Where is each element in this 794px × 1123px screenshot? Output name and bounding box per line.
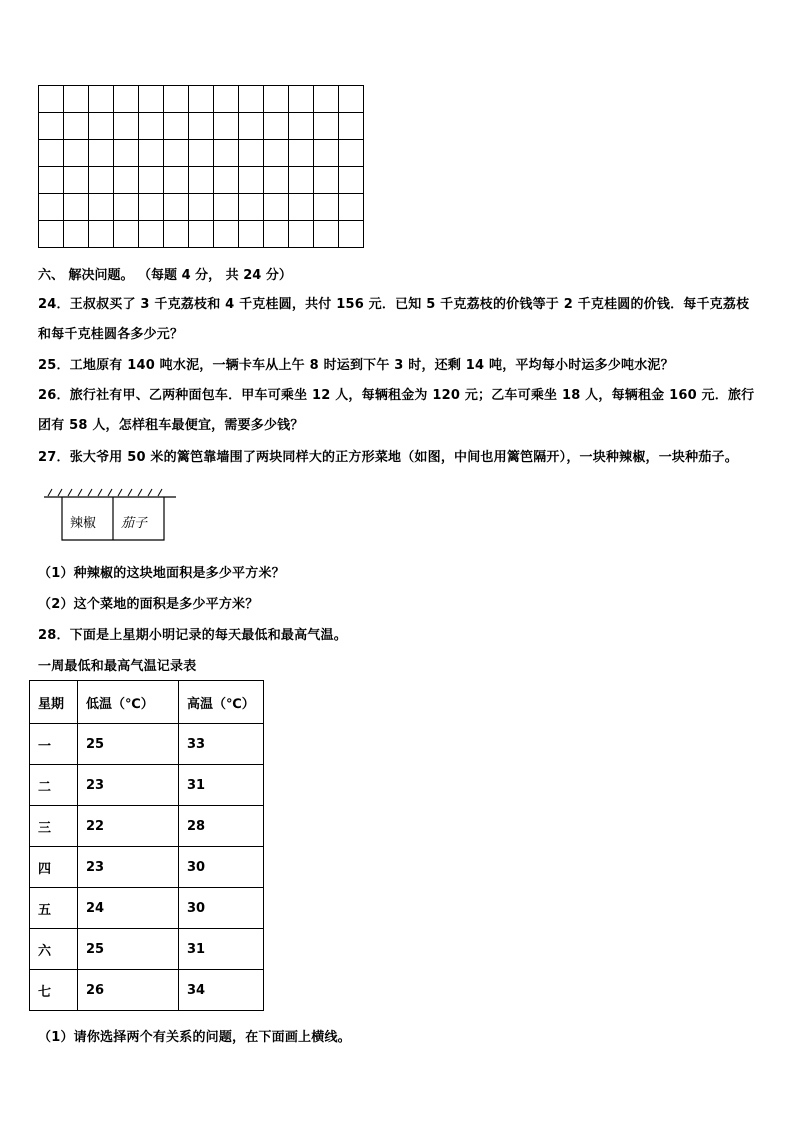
header-high-temp: 高温（℃） — [179, 681, 264, 724]
grid-cell — [339, 194, 364, 221]
grid-cell — [39, 167, 64, 194]
writing-grid — [38, 85, 364, 248]
grid-cell — [164, 194, 189, 221]
grid-cell — [314, 194, 339, 221]
grid-cell — [314, 221, 339, 248]
temperature-table — [29, 680, 264, 1011]
grid-cell — [164, 167, 189, 194]
grid-cell — [239, 86, 264, 113]
grid-cell — [64, 86, 89, 113]
high-temp-cell: 28 — [179, 806, 264, 847]
grid-cell — [64, 113, 89, 140]
grid-cell — [264, 167, 289, 194]
grid-cell — [114, 167, 139, 194]
grid-cell — [214, 86, 239, 113]
grid-cell — [39, 221, 64, 248]
weekday-cell: 五 — [30, 888, 78, 929]
grid-row — [39, 140, 364, 167]
grid-row — [39, 113, 364, 140]
grid-cell — [39, 194, 64, 221]
grid-cell — [89, 194, 114, 221]
grid-cell — [189, 221, 214, 248]
table-row — [30, 765, 264, 806]
grid-cell — [314, 113, 339, 140]
grid-cell — [239, 113, 264, 140]
low-temp-cell: 26 — [78, 970, 179, 1011]
grid-cell — [139, 140, 164, 167]
grid-cell — [114, 194, 139, 221]
grid-cell — [289, 113, 314, 140]
grid-cell — [64, 167, 89, 194]
weekday-cell: 七 — [30, 970, 78, 1011]
plot-label-eggplant: 茄子 — [121, 516, 148, 531]
grid-cell — [264, 140, 289, 167]
grid-cell — [264, 221, 289, 248]
grid-cell — [214, 194, 239, 221]
grid-cell — [264, 194, 289, 221]
grid-row — [39, 221, 364, 248]
grid-cell — [289, 194, 314, 221]
table-row — [30, 929, 264, 970]
grid-cell — [114, 113, 139, 140]
grid-cell — [114, 86, 139, 113]
question-26-line1: 26．旅行社有甲、乙两种面包车．甲车可乘坐 12 人，每辆租金为 120 元；乙车可乘坐 18 人，每辆租金 160 元．旅行 — [38, 388, 755, 403]
header-low-temp: 低温（℃） — [78, 681, 179, 724]
grid-cell — [189, 194, 214, 221]
grid-cell — [214, 140, 239, 167]
weekday-cell: 二 — [30, 765, 78, 806]
grid-cell — [289, 221, 314, 248]
grid-cell — [314, 167, 339, 194]
grid-cell — [64, 221, 89, 248]
low-temp-cell: 24 — [78, 888, 179, 929]
grid-cell — [314, 140, 339, 167]
weekday-cell: 六 — [30, 929, 78, 970]
low-temp-cell: 23 — [78, 765, 179, 806]
low-temp-cell: 23 — [78, 847, 179, 888]
grid-cell — [189, 140, 214, 167]
grid-cell — [139, 167, 164, 194]
grid-cell — [164, 86, 189, 113]
grid-cell — [189, 113, 214, 140]
question-27-sub1: （1）种辣椒的这块地面积是多少平方米？ — [38, 566, 285, 581]
weekday-cell: 一 — [30, 724, 78, 765]
grid-cell — [214, 167, 239, 194]
grid-cell — [164, 221, 189, 248]
table-row — [30, 724, 264, 765]
grid-cell — [89, 86, 114, 113]
grid-cell — [164, 113, 189, 140]
grid-cell — [39, 140, 64, 167]
grid-cell — [339, 113, 364, 140]
grid-cell — [264, 113, 289, 140]
grid-cell — [239, 140, 264, 167]
header-weekday: 星期 — [30, 681, 78, 724]
wall-fence-diagram — [44, 488, 178, 546]
grid-cell — [164, 140, 189, 167]
plot-label-pepper: 辣椒 — [70, 516, 97, 531]
high-temp-cell: 31 — [179, 765, 264, 806]
question-28: 28．下面是上星期小明记录的每天最低和最高气温。 — [38, 628, 347, 643]
grid-cell — [64, 194, 89, 221]
grid-cell — [39, 113, 64, 140]
grid-row — [39, 167, 364, 194]
table-caption: 一周最低和最高气温记录表 — [38, 659, 197, 674]
low-temp-cell: 22 — [78, 806, 179, 847]
grid-cell — [89, 167, 114, 194]
grid-cell — [39, 86, 64, 113]
high-temp-cell: 33 — [179, 724, 264, 765]
question-24-line2: 和每千克桂圆各多少元？ — [38, 327, 184, 342]
question-24-line1: 24．王叔叔买了 3 千克荔枝和 4 千克桂圆，共付 156 元．已知 5 千克荔枝的价钱等于 2 千克桂圆的价钱．每千克荔枝 — [38, 297, 750, 312]
grid-cell — [314, 86, 339, 113]
grid-row — [39, 194, 364, 221]
question-27: 27．张大爷用 50 米的篱笆靠墙围了两块同样大的正方形菜地（如图，中间也用篱笆隔开），一块种辣椒，一块种茄子。 — [38, 450, 738, 465]
grid-cell — [214, 221, 239, 248]
grid-cell — [139, 221, 164, 248]
weekday-cell: 四 — [30, 847, 78, 888]
grid-cell — [339, 86, 364, 113]
low-temp-cell: 25 — [78, 724, 179, 765]
question-28-sub1: （1）请你选择两个有关系的问题，在下面画上横线。 — [38, 1030, 351, 1045]
grid-cell — [114, 221, 139, 248]
question-26-line2: 团有 58 人，怎样租车最便宜，需要多少钱？ — [38, 418, 304, 433]
grid-cell — [239, 221, 264, 248]
grid-cell — [64, 140, 89, 167]
grid-cell — [339, 221, 364, 248]
grid-cell — [89, 221, 114, 248]
question-25: 25．工地原有 140 吨水泥，一辆卡车从上午 8 时运到下午 3 时，还剩 14 吨，平均每小时运多少吨水泥？ — [38, 358, 674, 373]
grid-cell — [264, 86, 289, 113]
weekday-cell: 三 — [30, 806, 78, 847]
table-row — [30, 970, 264, 1011]
grid-cell — [189, 86, 214, 113]
grid-cell — [239, 167, 264, 194]
grid-cell — [289, 86, 314, 113]
grid-cell — [89, 140, 114, 167]
grid-cell — [289, 167, 314, 194]
grid-cell — [339, 140, 364, 167]
grid-cell — [214, 113, 239, 140]
grid-cell — [339, 167, 364, 194]
table-row — [30, 847, 264, 888]
grid-cell — [89, 113, 114, 140]
high-temp-cell: 31 — [179, 929, 264, 970]
grid-cell — [139, 194, 164, 221]
table-row — [30, 806, 264, 847]
low-temp-cell: 25 — [78, 929, 179, 970]
grid-cell — [139, 86, 164, 113]
section-title: 六、 解决问题。 （每题 4 分， 共 24 分） — [38, 268, 292, 283]
grid-cell — [114, 140, 139, 167]
question-27-sub2: （2）这个菜地的面积是多少平方米？ — [38, 597, 259, 612]
garden-figure — [44, 488, 178, 546]
grid-row — [39, 86, 364, 113]
grid-cell — [189, 167, 214, 194]
table-row — [30, 888, 264, 929]
grid-cell — [289, 140, 314, 167]
grid-cell — [139, 113, 164, 140]
high-temp-cell: 30 — [179, 888, 264, 929]
table-header-row — [30, 681, 264, 724]
high-temp-cell: 34 — [179, 970, 264, 1011]
grid-cell — [239, 194, 264, 221]
high-temp-cell: 30 — [179, 847, 264, 888]
